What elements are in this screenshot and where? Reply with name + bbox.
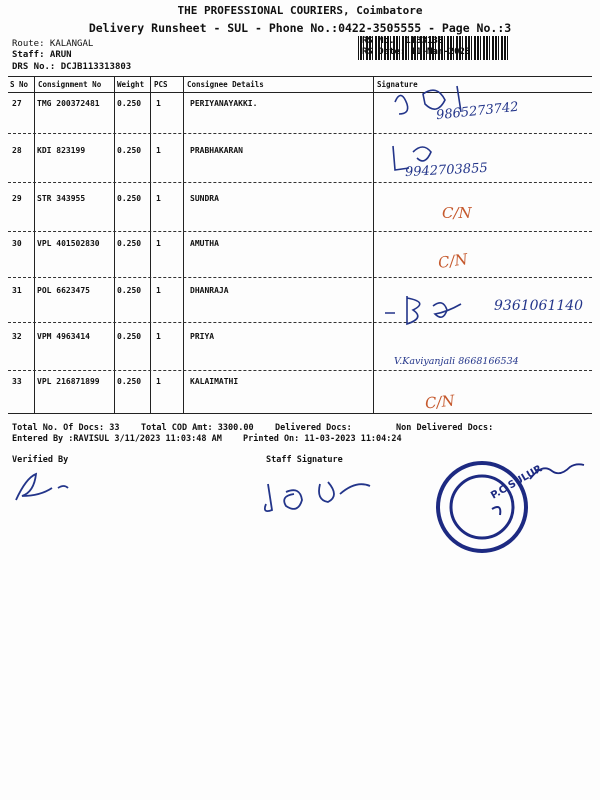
- handwritten-phone: 9942703855: [404, 160, 489, 181]
- col-header-consignment: Consignment No: [38, 80, 102, 89]
- non-delivered-docs: Non Delivered Docs:: [396, 423, 494, 433]
- verified-by-label: Verified By: [12, 455, 69, 465]
- table-top-border: [8, 76, 592, 77]
- row-consignment: POL 6623475: [37, 286, 90, 295]
- handwritten-note: C/N: [436, 250, 469, 272]
- staff-signature-label: Staff Signature: [266, 455, 343, 465]
- row-sno: 33: [12, 377, 22, 386]
- col-divider: [373, 76, 374, 413]
- handwritten-note: C/N: [442, 204, 472, 222]
- drs-number: DRS No.: DCJB113313803: [12, 62, 132, 72]
- row-sno: 27: [12, 99, 22, 108]
- staff-signature: [260, 470, 390, 520]
- col-header-consignee: Consignee Details: [187, 80, 264, 89]
- col-header-sno: S No: [10, 80, 29, 89]
- col-header-weight: Weight: [117, 80, 145, 89]
- row-pcs: 1: [156, 332, 161, 341]
- col-divider: [183, 76, 184, 413]
- row-sno: 29: [12, 194, 22, 203]
- row-sno: 31: [12, 286, 22, 295]
- col-divider: [34, 76, 35, 413]
- row-consignment: TMG 200372481: [37, 99, 100, 108]
- row-consignment: VPM 4963414: [37, 332, 90, 341]
- row-consignee: PRABHAKARAN: [190, 146, 243, 155]
- row-weight: 0.250: [117, 286, 142, 295]
- entered-by: Entered By :RAVISUL 3/11/2023 11:03:48 AM: [12, 434, 222, 444]
- col-header-signature: Signature: [377, 80, 418, 89]
- row-pcs: 1: [156, 146, 161, 155]
- row-weight: 0.250: [117, 146, 142, 155]
- printed-on: Printed On: 11-03-2023 11:04:24: [243, 434, 402, 444]
- handwritten-note: C/N: [424, 391, 456, 413]
- row-consignment: KDI 823199: [37, 146, 86, 155]
- row-consignment: VPL 216871899: [37, 377, 100, 386]
- row-sno: 28: [12, 146, 22, 155]
- handwritten-name-phone: V.Kaviyanjali 8668166534: [394, 356, 519, 367]
- row-consignment: VPL 401502830: [37, 239, 100, 248]
- row-pcs: 1: [156, 194, 161, 203]
- total-docs: Total No. Of Docs: 33: [12, 423, 120, 433]
- company-title: THE PROFESSIONAL COURIERS, Coimbatore: [177, 4, 423, 17]
- rs-date: RS Date: 11-Mar-2023: [362, 47, 471, 57]
- col-header-pcs: PCS: [154, 80, 168, 89]
- row-pcs: 1: [156, 377, 161, 386]
- delivered-docs: Delivered Docs:: [275, 423, 352, 433]
- row-pcs: 1: [156, 239, 161, 248]
- row-pcs: 1: [156, 286, 161, 295]
- rs-number: RS No.: 1133138: [362, 36, 444, 46]
- row-consignee: DHANRAJA: [190, 286, 229, 295]
- row-sno: 30: [12, 239, 22, 248]
- row-weight: 0.250: [117, 194, 142, 203]
- col-divider: [150, 76, 151, 413]
- row-consignee: PERIYANAYAKKI.: [190, 99, 258, 108]
- row-weight: 0.250: [117, 99, 142, 108]
- runsheet-title: Delivery Runsheet - SUL - Phone No.:0422-3505555 - Page No.:3: [88, 21, 512, 35]
- handwritten-phone: 9865273742: [435, 99, 520, 124]
- post-office-stamp: [420, 455, 590, 555]
- route-label: Route: KALANGAL: [12, 39, 94, 49]
- row-consignee: AMUTHA: [190, 239, 219, 248]
- row-sno: 32: [12, 332, 22, 341]
- row-consignee: KALAIMATHI: [190, 377, 239, 386]
- staff-label: Staff: ARUN: [12, 50, 72, 60]
- row-consignee: PRIYA: [190, 332, 215, 341]
- row-weight: 0.250: [117, 239, 142, 248]
- row-pcs: 1: [156, 99, 161, 108]
- row-weight: 0.250: [117, 377, 142, 386]
- stamp-text: P.C SULUR: [489, 463, 545, 502]
- verified-signature: [10, 468, 100, 508]
- col-divider: [114, 76, 115, 413]
- table-bottom-border: [8, 413, 592, 414]
- row-weight: 0.250: [117, 332, 142, 341]
- total-cod: Total COD Amt: 3300.00: [141, 423, 254, 433]
- row-consignee: SUNDRA: [190, 194, 219, 203]
- handwritten-phone: 9361061140: [494, 298, 584, 314]
- row-consignment: STR 343955: [37, 194, 86, 203]
